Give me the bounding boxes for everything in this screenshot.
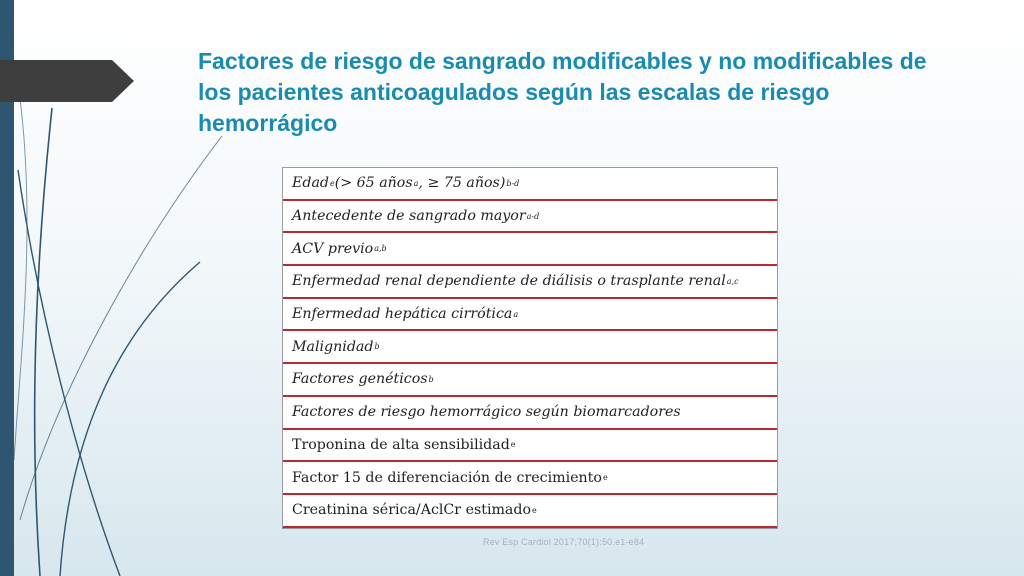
row-label: Edad [292, 175, 329, 192]
row-label: Troponina de alta sensibilidad [292, 436, 510, 453]
footnote-marker: b [428, 374, 434, 384]
footnote-marker: e [532, 505, 537, 515]
footnote-marker: a,b [374, 244, 387, 254]
footnote-marker: b [374, 342, 380, 352]
arrow-tab-decoration [0, 60, 134, 102]
footnote-marker: a [413, 178, 419, 188]
table-row [283, 331, 777, 364]
footnote-marker: b-d [506, 178, 520, 188]
table-row [283, 233, 777, 266]
row-label: Antecedente de sangrado mayor [292, 208, 526, 225]
table-row [283, 430, 777, 463]
row-label: (> 65 años [334, 175, 413, 192]
row-label: Malignidad [292, 338, 374, 355]
row-label: Factores genéticos [292, 371, 428, 388]
table-row [283, 397, 777, 430]
table-row [283, 462, 777, 495]
footnote-marker: a,c [726, 276, 739, 286]
table-row [283, 364, 777, 397]
row-label: Enfermedad renal dependiente de diálisis o trasplante renal [292, 273, 726, 290]
footnote-marker: e [602, 473, 608, 483]
table-row [283, 201, 777, 234]
table-row [283, 299, 777, 332]
row-label: , ≥ 75 años) [418, 175, 506, 192]
footnote-marker: a-d [526, 211, 540, 221]
slide-title: Factores de riesgo de sangrado modificables y no modificables de los pacientes anticoagulados según las escalas de riesgo hemorrágico [198, 48, 927, 136]
citation: Rev Esp Cardiol 2017;70(1):50.e1-e84 [483, 537, 645, 547]
table-row [283, 168, 777, 201]
row-label: Enfermedad hepática cirrótica [292, 306, 513, 323]
row-label: Factor 15 de diferenciación de crecimiento [292, 469, 602, 486]
row-label: ACV previo [292, 240, 374, 257]
footnote-marker: a [513, 309, 519, 319]
footnote-marker: e [329, 178, 335, 188]
risk-factors-table [282, 167, 778, 529]
row-label: Factores de riesgo hemorrágico según biomarcadores [292, 404, 681, 421]
table-row [283, 495, 777, 528]
table-row [283, 266, 777, 299]
footnote-marker: e [510, 440, 516, 450]
row-label: Creatinina sérica/AclCr estimado [292, 502, 532, 519]
